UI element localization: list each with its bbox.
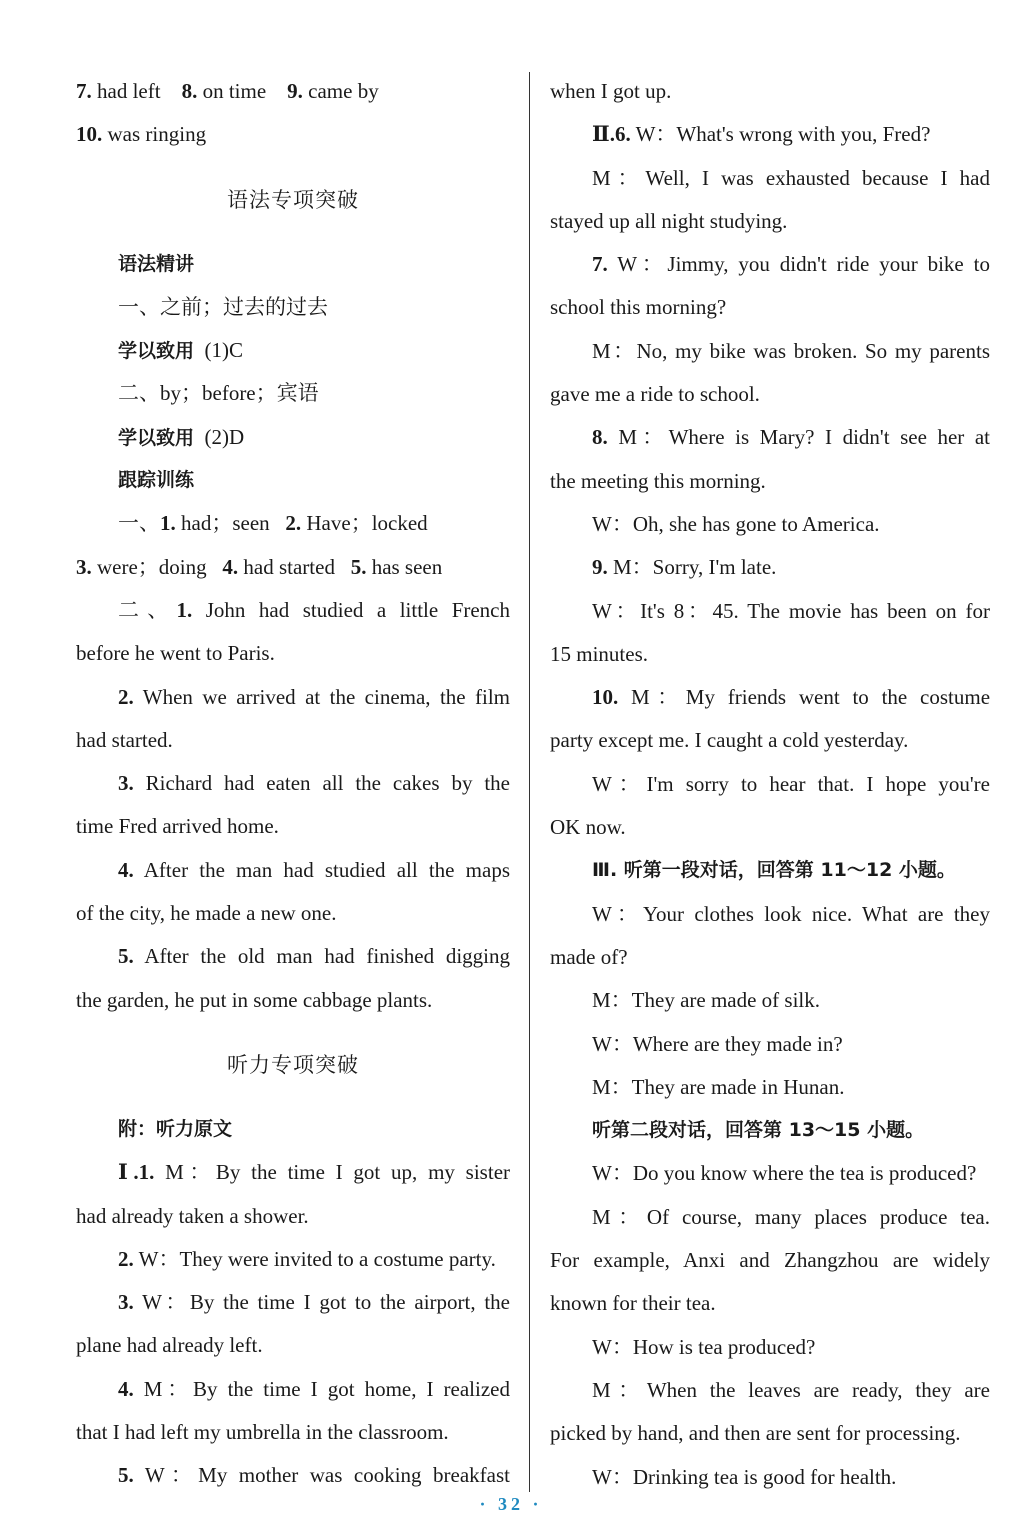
answer-line: time Fred arrived home. (76, 814, 279, 839)
answer-line: 一、1. had；seen 2. Have；locked (118, 511, 428, 536)
transcript-line: 10. M：My friends went to the costume (592, 685, 990, 710)
transcript-line: Ⅱ.6. W：What's wrong with you, Fred? (592, 122, 931, 147)
subsection-heading: 语法精讲 (118, 252, 195, 275)
subsection-heading: 跟踪训练 (118, 469, 195, 492)
answer-line: 3. were；doing 4. had started 5. has seen (76, 554, 443, 579)
section-heading: 听力专项突破 (227, 1052, 359, 1077)
transcript-line: W：Oh, she has gone to America. (592, 511, 880, 536)
answer-line: had started. (76, 727, 173, 752)
transcript-line: known for their tea. (550, 1291, 716, 1316)
subsection-heading: 听第二段对话，回答第 13～15 小题。 (592, 1119, 925, 1142)
transcript-line: gave me a ride to school. (550, 382, 760, 407)
transcript-line: made of? (550, 944, 628, 969)
transcript-line: party except me. I caught a cold yesterday. (550, 728, 909, 753)
transcript-line: For example, Anxi and Zhangzhou are widely (550, 1248, 990, 1273)
transcript-line: plane had already left. (76, 1333, 263, 1358)
transcript-line: W：Where are they made in? (592, 1031, 843, 1056)
answer-line: 学以致用 (1)C (118, 338, 244, 363)
transcript-line: M：Of course, many places produce tea. (592, 1204, 990, 1229)
transcript-line: 15 minutes. (550, 641, 648, 666)
answer-line: 7. had left 8. on time 9. came by (76, 79, 379, 103)
transcript-line: M：When the leaves are ready, they are (592, 1377, 990, 1402)
answer-line: 一、之前；过去的过去 (118, 294, 328, 319)
transcript-line: OK now. (550, 815, 626, 840)
answer-line: 二、by；before；宾语 (118, 381, 319, 406)
transcript-line: school this morning? (550, 295, 727, 320)
answer-line: 5. After the old man had finished digging (118, 944, 510, 969)
transcript-line: 8. M：Where is Mary? I didn't see her at (592, 425, 990, 450)
answer-line: 10. was ringing (76, 122, 207, 147)
transcript-line: the meeting this morning. (550, 468, 766, 493)
transcript-line: W：Drinking tea is good for health. (592, 1464, 897, 1489)
answer-line: 学以致用 (2)D (118, 424, 245, 449)
transcript-line: Ⅰ.1. M：By the time I got up, my sister (118, 1160, 510, 1185)
answer-line: 2. When we arrived at the cinema, the film (118, 684, 510, 709)
transcript-line: W：Do you know where the tea is produced? (592, 1161, 977, 1186)
page-number: · 32 · (479, 1494, 543, 1514)
column-divider (529, 72, 530, 1492)
transcript-line: M：No, my bike was broken. So my parents (592, 338, 990, 363)
answer-line: of the city, he made a new one. (76, 901, 337, 926)
transcript-line: 9. M：Sorry, I'm late. (592, 555, 777, 580)
left-column (76, 70, 510, 1498)
answer-line: the garden, he put in some cabbage plants. (76, 987, 433, 1012)
answer-line: 4. After the man had studied all the maps (118, 857, 510, 882)
subsection-heading: 附：听力原文 (118, 1117, 233, 1140)
transcript-line: 3. W：By the time I got to the airport, the (118, 1290, 510, 1315)
subsection-heading: Ⅲ. 听第一段对话，回答第 11～12 小题。 (592, 859, 956, 882)
transcript-line: that I had left my umbrella in the classroom. (76, 1420, 449, 1445)
transcript-line: 7. W：Jimmy, you didn't ride your bike to (592, 252, 990, 277)
transcript-line: 4. M：By the time I got home, I realized (118, 1376, 510, 1401)
transcript-line: M：Well, I was exhausted because I had (592, 165, 990, 190)
answer-line: 二、1. John had studied a little French (118, 597, 510, 622)
transcript-line: M：They are made of silk. (592, 988, 821, 1013)
answer-line: before he went to Paris. (76, 641, 275, 666)
transcript-line: W：Your clothes look nice. What are they (592, 901, 990, 926)
transcript-line: W：I'm sorry to hear that. I hope you're (592, 771, 990, 796)
right-column (550, 70, 990, 1499)
transcript-line: M：They are made in Hunan. (592, 1074, 845, 1099)
transcript-line: had already taken a shower. (76, 1203, 309, 1228)
transcript-line: W：How is tea produced? (592, 1334, 816, 1359)
transcript-line: 2. W：They were invited to a costume party. (118, 1246, 496, 1271)
transcript-line: 5. W：My mother was cooking breakfast (118, 1463, 510, 1488)
transcript-line: stayed up all night studying. (550, 208, 788, 233)
transcript-line: picked by hand, and then are sent for processing. (550, 1421, 961, 1446)
transcript-line: W：It's 8：45. The movie has been on for (592, 598, 990, 623)
answer-line: 3. Richard had eaten all the cakes by the (118, 771, 510, 796)
transcript-line: when I got up. (550, 79, 672, 103)
section-heading: 语法专项突破 (227, 187, 359, 212)
